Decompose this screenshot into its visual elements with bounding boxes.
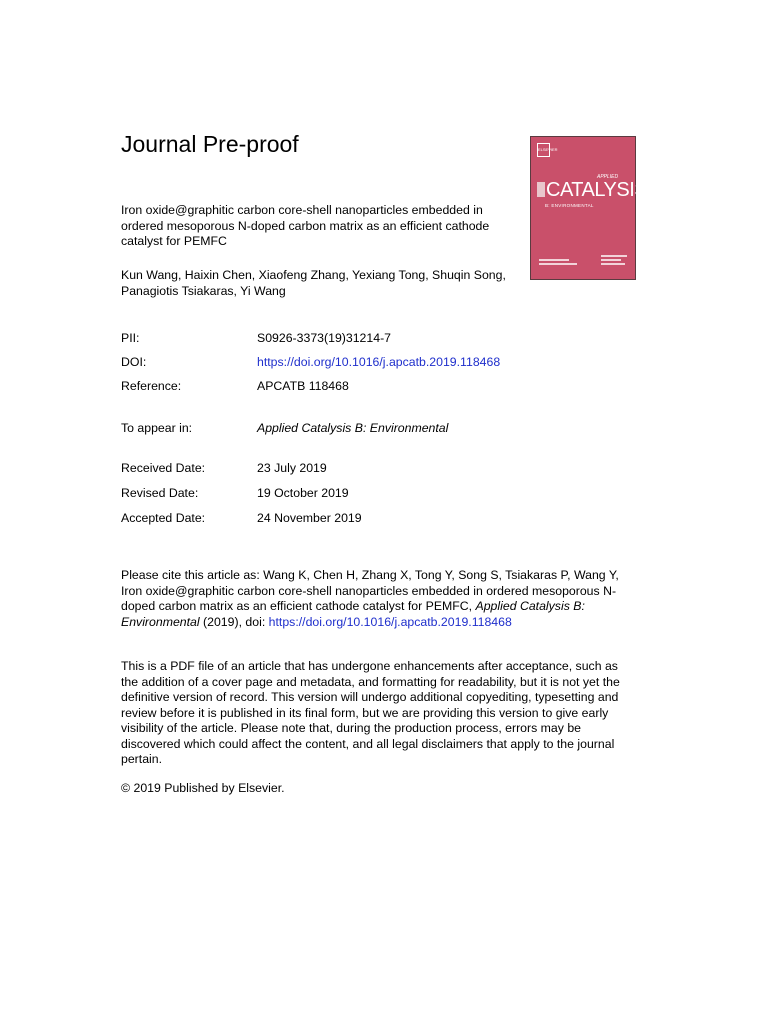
- cover-mark-icon: [537, 182, 545, 197]
- cover-decor-bar: [539, 259, 569, 261]
- appear-label: To appear in:: [121, 421, 193, 435]
- article-title: Iron oxide@graphitic carbon core-shell nanoparticles embedded in ordered mesoporous N-doped carbon matrix as an efficient cathode catalyst for PEMFC: [121, 203, 490, 248]
- citation-journal: Applied Catalysis B: Environmental: [121, 599, 585, 629]
- appear-value: Applied Catalysis B: Environmental: [257, 421, 449, 435]
- citation-paragraph: [121, 568, 633, 630]
- citation-middle: (2019), doi:: [199, 614, 269, 629]
- pii-value: S0926-3373(19)31214-7: [257, 331, 392, 345]
- elsevier-logo-icon: ELSEVIER: [537, 143, 550, 157]
- received-value: 23 July 2019: [257, 461, 327, 475]
- reference-label: Reference:: [121, 379, 182, 393]
- doi-label: DOI:: [121, 355, 147, 369]
- cover-subtitle: B: ENVIRONMENTAL: [545, 203, 594, 208]
- cover-main-text: CATALYSIS: [546, 179, 648, 201]
- cover-decor-bar: [601, 263, 625, 265]
- cover-main-title: [537, 179, 647, 202]
- accepted-label: Accepted Date:: [121, 511, 206, 525]
- copyright-notice: © 2019 Published by Elsevier.: [121, 781, 285, 795]
- pii-label: PII:: [121, 331, 140, 345]
- citation-doi-link[interactable]: https://doi.org/10.1016/j.apcatb.2019.118468: [268, 614, 512, 629]
- author-list: Kun Wang, Haixin Chen, Xiaofeng Zhang, Yexiang Tong, Shuqin Song, Panagiotis Tsiakaras, Yi Wang: [121, 268, 506, 298]
- journal-cover-image: [530, 136, 648, 280]
- cover-decor-bar: [601, 255, 627, 257]
- revised-label: Revised Date:: [121, 486, 199, 500]
- revised-value: 19 October 2019: [257, 486, 349, 500]
- doi-link[interactable]: https://doi.org/10.1016/j.apcatb.2019.118468: [257, 355, 501, 369]
- citation-prefix: Please cite this article as: Wang K, Chen H, Zhang X, Tong Y, Song S, Tsiakaras P, Wang Y, Iron oxide@graphitic carbon core-shell nanoparticles embedded in ordered mesoporous N-doped carbon matrix as an efficient cathode catalyst for PEMFC,: [121, 568, 619, 613]
- accepted-value: 24 November 2019: [257, 511, 362, 525]
- reference-value: APCATB 118468: [257, 379, 349, 393]
- page-title: Journal Pre-proof: [121, 131, 299, 157]
- cover-decor-bar: [539, 263, 577, 265]
- cover-decor-bar: [601, 259, 621, 261]
- received-label: Received Date:: [121, 461, 206, 475]
- disclaimer-paragraph: This is a PDF file of an article that has undergone enhancements after acceptance, such as the addition of a cover page and metadata, and formatting for readability, but it is not yet the definitive version of record. This version will undergo additional copyediting, typesetting and review before it is published in its final form, but we are providing this version to give early visibility of the article. Please note that, during the production process, errors may be discovered which could affect the content, and all legal disclaimers that apply to the journal pertain.: [121, 659, 620, 766]
- cover-top-label: APPLIED: [597, 174, 619, 180]
